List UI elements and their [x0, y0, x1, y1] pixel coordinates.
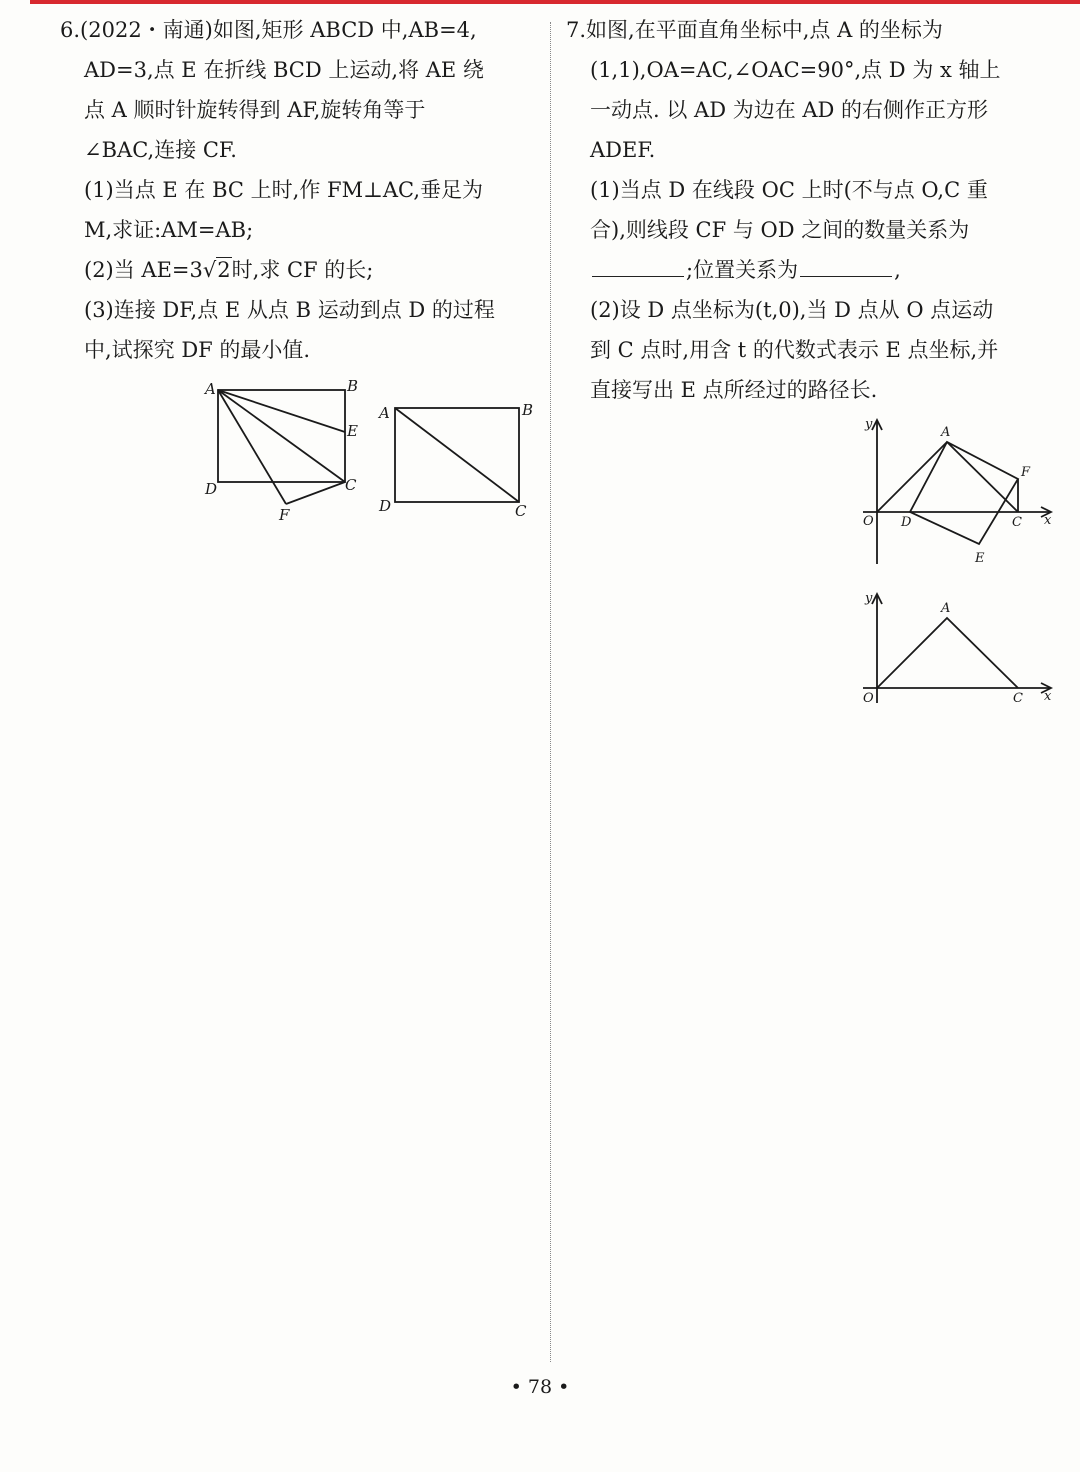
label-f: F [279, 506, 290, 524]
label-a-2: A [379, 404, 390, 422]
square-adef [910, 442, 1018, 544]
sqrt-radicand: 2 [217, 258, 231, 282]
label-y-2: y [865, 591, 873, 606]
q6-line-3: 点 A 顺时针旋转得到 AF,旋转角等于 [84, 98, 426, 122]
segment-ac [947, 442, 1018, 512]
label-d: D [205, 480, 218, 498]
top-red-line [30, 0, 1080, 4]
label-c: C [1012, 515, 1022, 530]
label-a: A [205, 380, 216, 398]
answer-blank-2[interactable] [800, 252, 892, 277]
label-o-2: O [863, 691, 874, 706]
q7-part2-line-3: 直接写出 E 点所经过的路径长. [590, 378, 878, 402]
q6-part3-line-2: 中,试探究 DF 的最小值. [84, 338, 311, 362]
q7-part1-line-2: 合),则线段 CF 与 OD 之间的数量关系为 [590, 218, 970, 242]
label-d-2: D [379, 497, 392, 515]
segment-af [218, 390, 286, 504]
q7-part2-line-2: 到 C 点时,用含 t 的代数式表示 E 点坐标,并 [590, 338, 999, 362]
label-x: x [1044, 513, 1052, 528]
q6-line-2: AD=3,点 E 在折线 BCD 上运动,将 AE 绕 [84, 58, 484, 82]
triangle-oac [877, 618, 1018, 688]
label-o: O [863, 514, 874, 529]
page-number: • 78 • [510, 1376, 570, 1398]
q7-line-2: (1,1),OA=AC,∠OAC=90°,点 D 为 x 轴上 [590, 58, 1001, 82]
q6-part1-line-2: M,求证:AM=AB; [84, 218, 254, 242]
q7-blanks: ;位置关系为 , [590, 250, 1056, 290]
label-c-2: C [1013, 691, 1023, 706]
segment-oa [877, 442, 947, 512]
q6-part2: (2)当 AE=3√2时,求 CF 的长; [84, 258, 374, 282]
segment-fc [286, 482, 345, 504]
q7-line-1: 7.如图,在平面直角坐标中,点 A 的坐标为 [566, 18, 943, 42]
label-y: y [865, 417, 873, 432]
q7-line-4: ADEF. [590, 138, 656, 162]
label-e: E [975, 551, 985, 566]
q6-part3-line-1: (3)连接 DF,点 E 从点 B 运动到点 D 的过程 [84, 298, 495, 322]
label-d: D [901, 515, 912, 530]
column-divider [550, 22, 551, 1362]
label-e: E [347, 422, 358, 440]
q6-figure-2 [375, 398, 540, 523]
diagonal-ac-2 [395, 408, 519, 502]
q7-part1-line-1: (1)当点 D 在线段 OC 上时(不与点 O,C 重 [590, 178, 988, 202]
diagonal-ac [218, 390, 345, 482]
q6-line-1: 6.(2022・南通)如图,矩形 ABCD 中,AB=4, [60, 18, 477, 42]
answer-blank-1[interactable] [592, 252, 684, 277]
label-x-2: x [1044, 689, 1052, 704]
segment-ae [218, 390, 345, 432]
label-f: F [1021, 465, 1031, 480]
q7-part2-line-1: (2)设 D 点坐标为(t,0),当 D 点从 O 点运动 [590, 298, 994, 322]
q7-number: 7. [566, 18, 587, 42]
q6-line-4: ∠BAC,连接 CF. [84, 138, 237, 162]
sqrt-sign: √ [202, 258, 217, 282]
label-b-2: B [522, 401, 534, 419]
question-7 [566, 10, 1056, 410]
q6-figure-1 [200, 372, 370, 532]
q6-number: 6. [60, 18, 81, 42]
question-6 [60, 10, 538, 370]
q6-part1-line-1: (1)当点 E 在 BC 上时,作 FM⊥AC,垂足为 [84, 178, 483, 202]
q7-figure-2 [855, 588, 1060, 710]
label-c: C [345, 476, 357, 494]
label-a: A [941, 425, 951, 440]
q7-line-3: 一动点. 以 AD 为边在 AD 的右侧作正方形 [590, 98, 989, 122]
q7-figure-1 [855, 412, 1060, 570]
label-b: B [347, 377, 359, 395]
label-c-2: C [515, 502, 527, 520]
label-a-2: A [941, 601, 951, 616]
